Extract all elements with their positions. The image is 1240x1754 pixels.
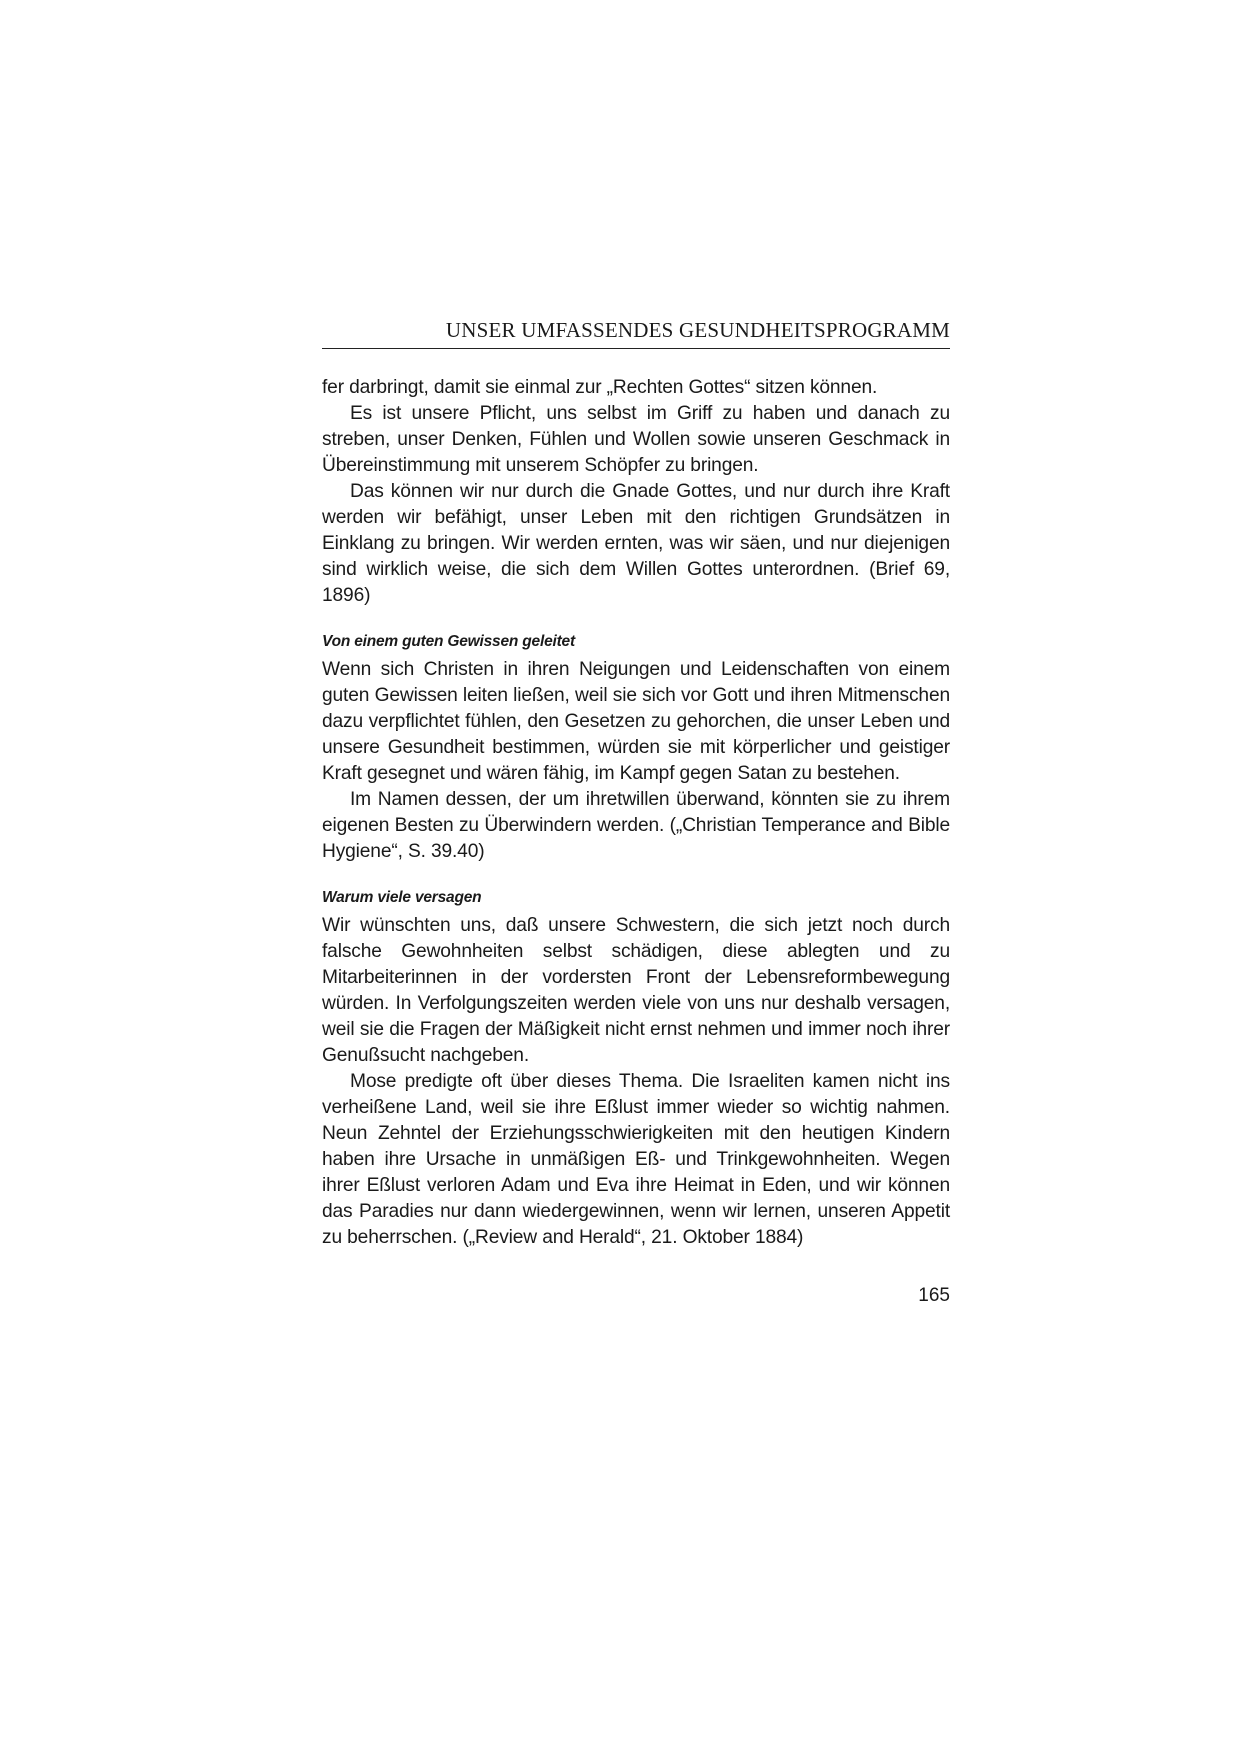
section-heading: Warum viele versagen — [322, 889, 482, 906]
paragraph: Das können wir nur durch die Gnade Gottes, und nur durch ihre Kraft werden wir befähigt, unser Leben mit den richtigen Grundsätzen in Einklang zu bringen. Wir werden ernten, was wir säen, und nur diejenigen sind wirklich weise, die sich dem Willen Gottes unterordnen. (Brief 69, 1896) — [322, 481, 950, 606]
running-head: UNSER UMFASSENDES GESUNDHEITSPROGRAMM — [322, 318, 950, 349]
book-page — [322, 318, 950, 1307]
paragraph: Wenn sich Christen in ihren Neigungen und Leidenschaften von einem guten Gewissen leiten ließen, weil sie sich vor Gott und ihren Mitmenschen dazu verpflichtet fühlen, den Gesetzen zu gehorchen, die unser Leben und unsere Gesundheit bestimmen, würden sie mit körperlicher und geistiger Kraft gesegnet und wären fähig, im Kampf gegen Satan zu bestehen. — [322, 659, 950, 784]
intro-block — [322, 375, 950, 609]
section-heading: Von einem guten Gewissen geleitet — [322, 633, 575, 650]
paragraph: Es ist unsere Pflicht, uns selbst im Griff zu haben und danach zu streben, unser Denken, Fühlen und Wollen sowie unseren Geschmack in Übereinstimmung mit unserem Schöpfer zu bringen. — [322, 403, 950, 476]
section-body — [322, 913, 950, 1251]
page-number: 165 — [918, 1285, 950, 1306]
paragraph: fer darbringt, damit sie einmal zur „Rechten Gottes“ sitzen können. — [322, 377, 878, 398]
section-body — [322, 657, 950, 865]
paragraph: Mose predigte oft über dieses Thema. Die Israeliten kamen nicht ins verheißene Land, weil sie ihre Eßlust immer wieder so wichtig nahmen. Neun Zehntel der Erziehungsschwierigkeiten mit den heutigen Kindern haben ihre Ursache in unmäßigen Eß- und Trinkgewohnheiten. Wegen ihrer Eßlust verloren Adam und Eva ihre Heimat in Eden, und wir können das Paradies nur dann wiedergewinnen, wenn wir lernen, unseren Appetit zu beherrschen. („Review and Herald“, 21. Oktober 1884) — [322, 1071, 950, 1248]
paragraph: Wir wünschten uns, daß unsere Schwestern, die sich jetzt noch durch falsche Gewohnheiten selbst schädigen, diese ablegten und zu Mitarbeiterinnen in der vordersten Front der Lebensreformbewegung würden. In Verfolgungszeiten werden viele von uns nur deshalb versagen, weil sie die Fragen der Mäßigkeit nicht ernst nehmen und immer noch ihrer Genußsucht nachgeben. — [322, 915, 950, 1066]
paragraph: Im Namen dessen, der um ihretwillen überwand, könnten sie zu ihrem eigenen Besten zu Überwindern werden. („Christian Temperance and Bible Hygiene“, S. 39.40) — [322, 789, 950, 862]
